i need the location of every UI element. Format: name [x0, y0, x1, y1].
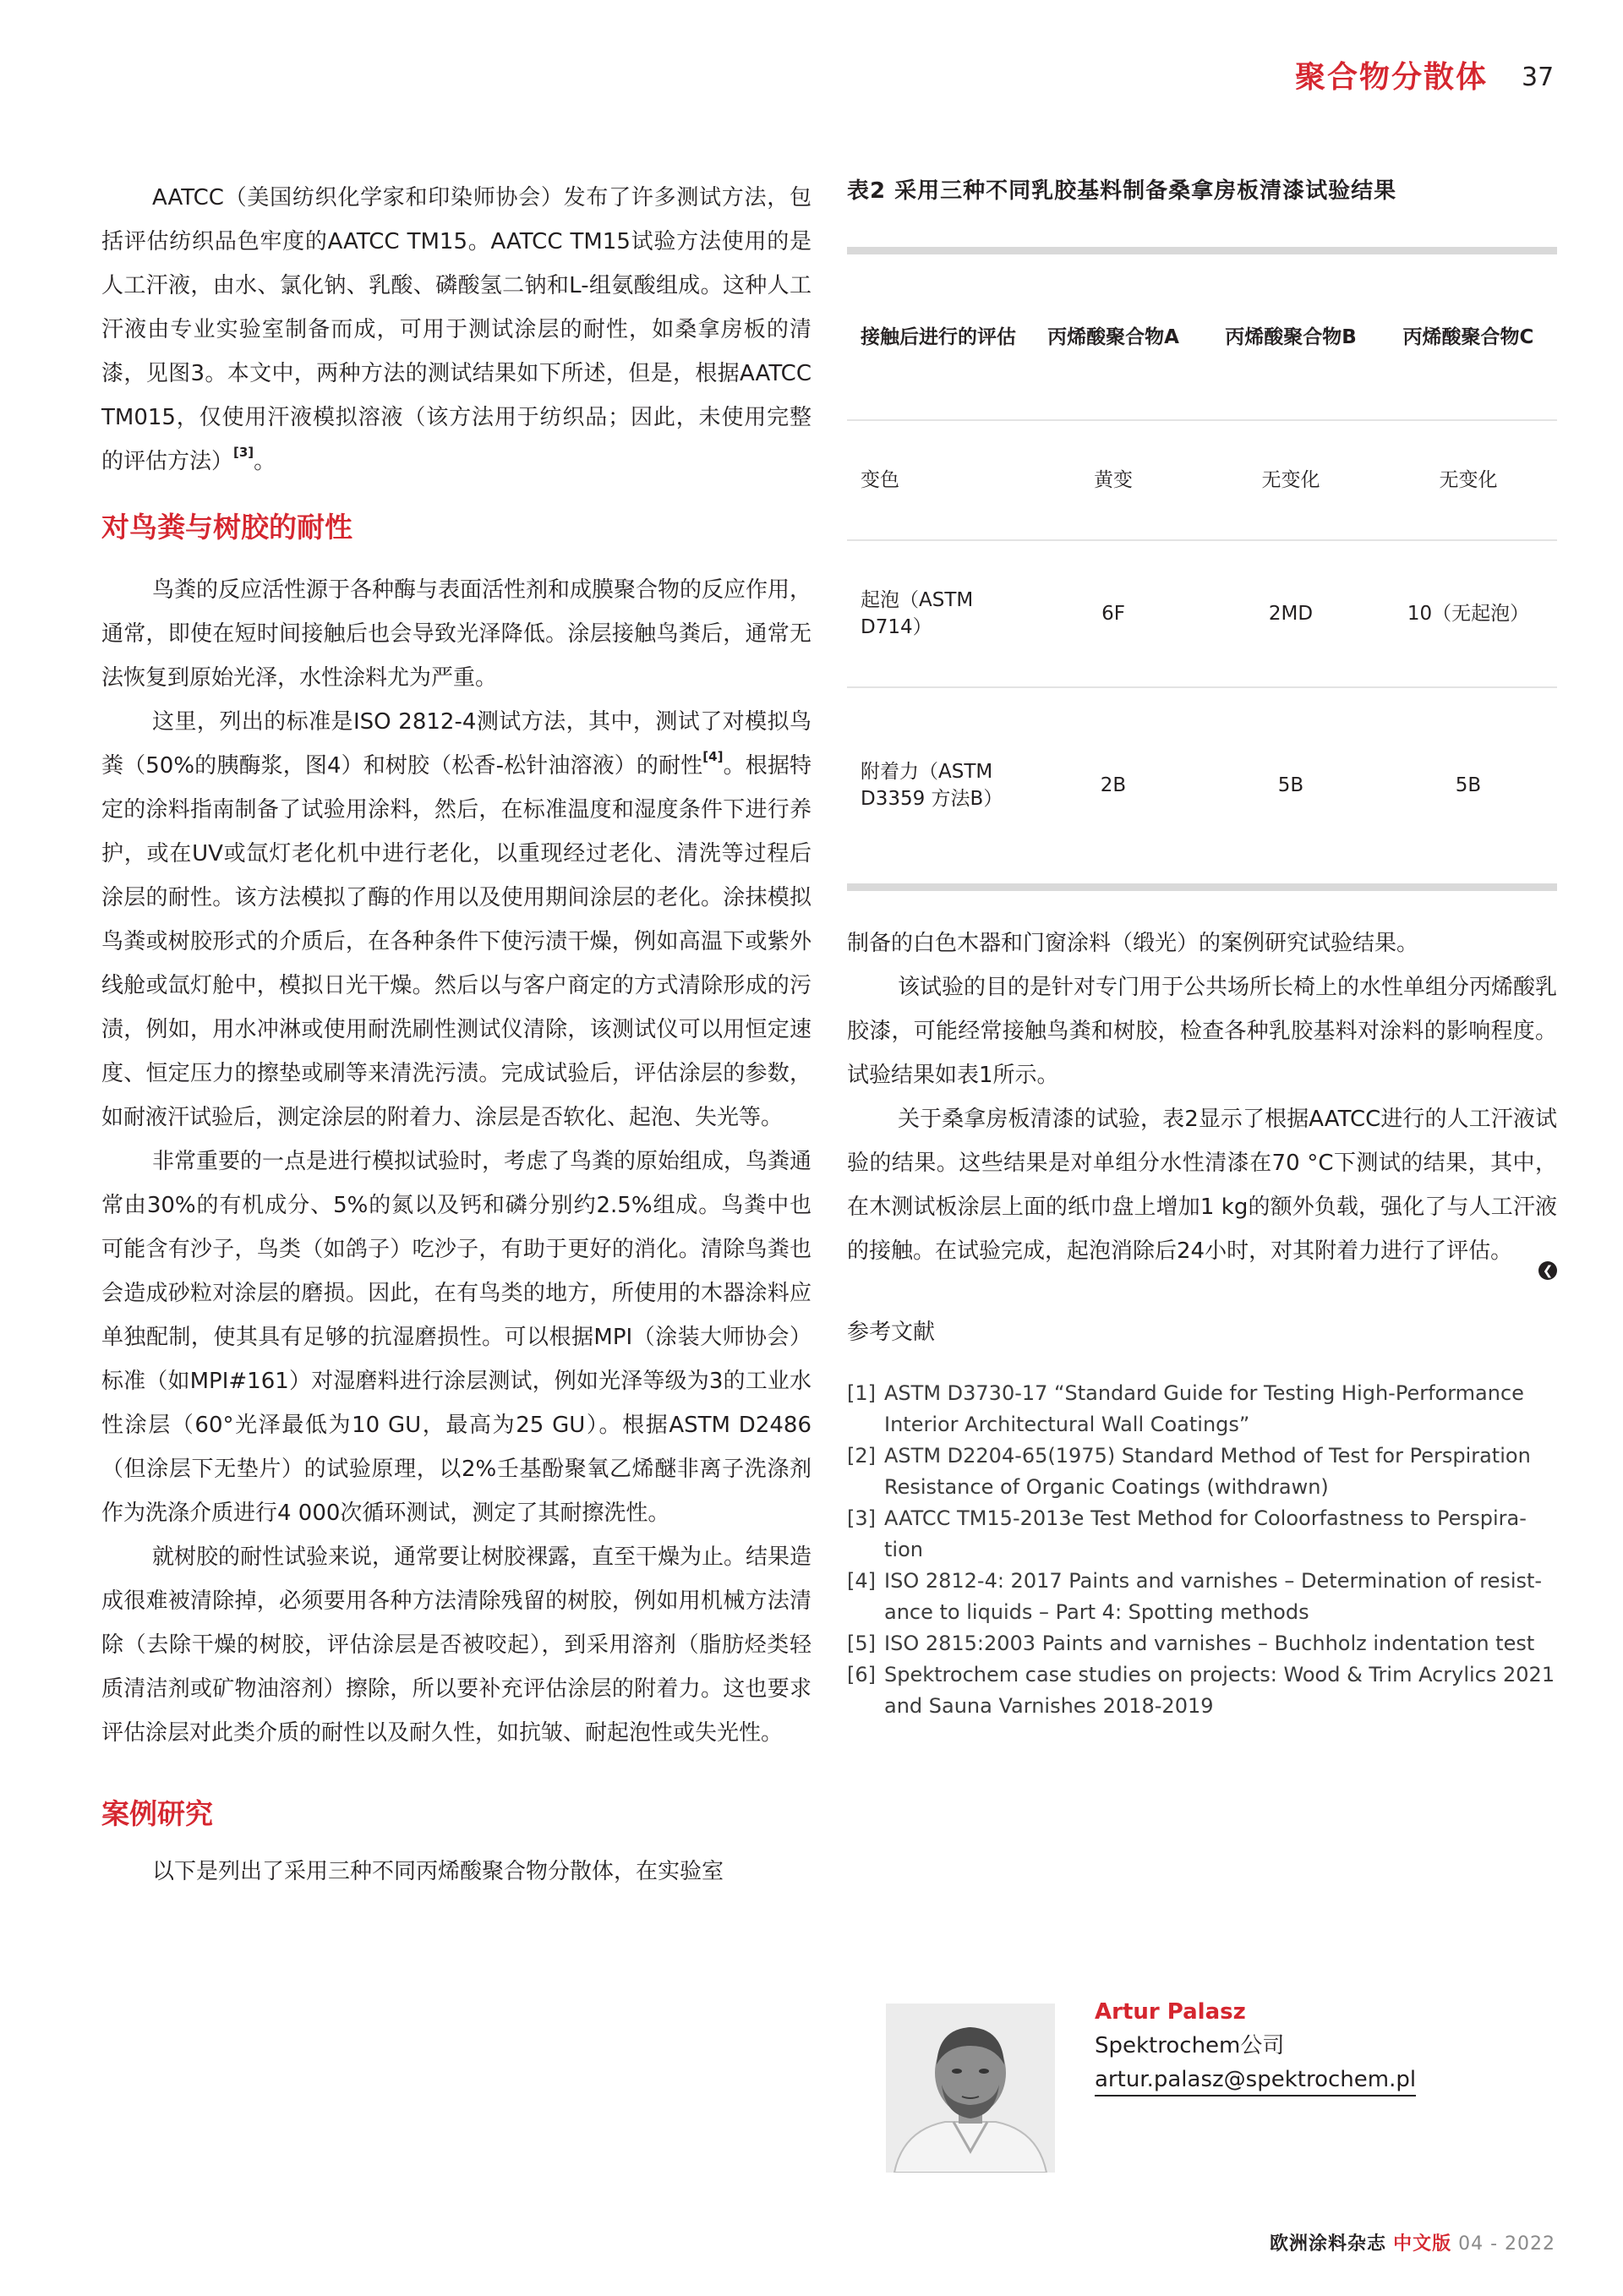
- paragraph-case-study: 以下是列出了采用三种不同丙烯酸聚合物分散体，在实验室: [152, 1859, 724, 1884]
- paragraph-bird-droppings: 鸟粪的反应活性源于各种酶与表面活性剂和成膜聚合物的反应作用，通常，即使在短时间接触后也会导致光泽降低。涂层接触鸟粪后，通常无法恢复到原始光泽，水性涂料尤为严重。: [101, 577, 812, 691]
- reference-item: [1] ASTM D3730-17 “Standard Guide for Testing High-Performance Interior Architectural Wall Coatings”: [847, 1380, 1524, 1436]
- author-portrait-icon: [886, 2004, 1055, 2173]
- table-cell: 6F: [1101, 603, 1125, 625]
- chevron-circle-icon: ❮: [1538, 1261, 1557, 1280]
- issue-label: 04 - 2022: [1458, 2233, 1555, 2255]
- author-name: Artur Palasz: [1095, 1999, 1246, 2025]
- paragraph-composition: 非常重要的一点是进行模拟试验时，考虑了鸟粪的原始组成，鸟粪通常由30%的有机成分、5%的氮以及钙和磷分别约2.5%组成。鸟粪中也可能含有沙子，鸟类（如鸽子）吃沙子，有助于更好的消化。清除鸟粪也会造成砂粒对涂层的磨损。因此，在有鸟类的地方，所使用的木器涂料应单独配制，使其具有足够的抗湿磨损性。可以根据MPI（涂装大师协会）标准（如MPI#161）对湿磨料进行涂层测试，例如光泽等级为3的工业水性涂层（60°光泽最低为10 GU，最高为25 GU）。根据ASTM D2486（但涂层下无垫片）的试验原理，以2%壬基酚聚氧乙烯醚非离子洗涤剂作为洗涤介质进行4 000次循环测试，测定了其耐擦洗性。: [101, 1149, 812, 1526]
- reference-item: [2] ASTM D2204-65(1975) Standard Method of Test for Perspiration Resistance of Organic Coatings (withdrawn): [847, 1443, 1531, 1499]
- table-header-cell: 丙烯酸聚合物A: [1047, 325, 1179, 348]
- table-cell: 无变化: [1261, 469, 1320, 491]
- table-cell: 无变化: [1439, 469, 1498, 491]
- table-title: 表2 采用三种不同乳胶基料制备桑拿房板清漆试验结果: [847, 178, 1397, 204]
- table-top-rule: [847, 247, 1557, 254]
- results-table: [847, 254, 1557, 891]
- table-header-row: [847, 254, 1557, 420]
- table-cell: 附着力（ASTM D3359 方法B）: [861, 761, 1003, 811]
- paragraph-case-results: 制备的白色木器和门窗涂料（缎光）的案例研究试验结果。: [847, 930, 1419, 956]
- table-row: [847, 687, 1557, 887]
- author-company: Spektrochem公司: [1095, 2033, 1285, 2058]
- references-heading: 参考文献: [847, 1319, 936, 1345]
- edition-label: 中文版: [1393, 2233, 1452, 2255]
- author-photo: [886, 2004, 1055, 2173]
- references-list: [847, 1378, 1557, 1722]
- paragraph-iso-2812: 这里，列出的标准是ISO 2812-4测试方法，其中，测试了对模拟鸟粪（50%的胰酶浆，图4）和树胶（松香-松针油溶液）的耐性[4]。根据特定的涂料指南制备了试验用涂料，然后，在标准温度和湿度条件下进行养护，或在UV或氙灯老化机中进行老化，以重现经过老化、清洗等过程后涂层的耐性。该方法模拟了酶的作用以及使用期间涂层的老化。涂抹模拟鸟粪或树胶形式的介质后，在各种条件下使污渍干燥，例如高温下或紫外线舱或氙灯舱中，模拟日光干燥。然后以与客户商定的方式清除形成的污渍，例如，用水冲淋或使用耐洗刷性测试仪清除，该测试仪可以用恒定速度、恒定压力的擦垫或刷等来清洗污渍。完成试验后，评估涂层的参数，如耐液汗试验后，测定涂层的附着力、涂层是否软化、起泡、失光等。: [101, 709, 812, 1130]
- left-column: [101, 176, 812, 1894]
- table-cell: 5B: [1277, 774, 1304, 797]
- reference-item: [6] Spektrochem case studies on projects: Wood & Trim Acrylics 2021 and Sauna Varnishes 2018-2019: [847, 1662, 1555, 1718]
- magazine-name: 欧洲涂料杂志: [1270, 2233, 1387, 2255]
- table-cell: 黄变: [1094, 469, 1133, 491]
- paragraph-sauna-test: 关于桑拿房板清漆的试验，表2显示了根据AATCC进行的人工汗液试验的结果。这些结果是对单组分水性清漆在70 °C下测试的结果，其中，在木测试板涂层上面的纸巾盘上增加1 kg的额外负载，强化了与人工汗液的接触。在试验完成，起泡消除后24小时，对其附着力进行了评估。: [847, 1106, 1557, 1264]
- section-title: 聚合物分散体: [1294, 60, 1488, 95]
- table-row: [847, 420, 1557, 540]
- table-header-cell: 丙烯酸聚合物C: [1402, 325, 1534, 348]
- right-column: [847, 176, 1557, 1722]
- page-footer: [1270, 2232, 1555, 2257]
- table-cell: 2MD: [1268, 603, 1314, 625]
- table-cell: 2B: [1100, 774, 1127, 797]
- citation-3: [3]: [233, 445, 254, 460]
- table-cell: 变色: [861, 469, 899, 491]
- page-number: 37: [1522, 63, 1555, 92]
- paragraph-test-purpose: 该试验的目的是针对专门用于公共场所长椅上的水性单组分丙烯酸乳胶漆，可能经常接触鸟粪和树胶，检查各种乳胶基料对涂料的影响程度。试验结果如表1所示。: [847, 974, 1558, 1088]
- author-email-link[interactable]: artur.palasz@spektrochem.pl: [1095, 2064, 1416, 2096]
- table-header-cell: 丙烯酸聚合物B: [1225, 325, 1357, 348]
- paragraph-resin: 就树胶的耐性试验来说，通常要让树胶裸露，直至干燥为止。结果造成很难被清除掉，必须要用各种方法清除残留的树胶，例如用机械方法清除（去除干燥的树胶，评估涂层是否被咬起），到采用溶剂（脂肪烃类轻质清洁剂或矿物油溶剂）擦除，所以要补充评估涂层的附着力。这也要求评估涂层对此类介质的耐性以及耐久性，如抗皱、耐起泡性或失光性。: [101, 1544, 812, 1746]
- table-header-cell: 接触后进行的评估: [861, 325, 1016, 348]
- reference-item: [3] AATCC TM15-2013e Test Method for Coloorfastness to Perspira-tion: [847, 1506, 1527, 1561]
- table-cell: 5B: [1455, 774, 1482, 797]
- citation-4: [4]: [702, 749, 724, 764]
- intro-paragraph: AATCC（美国纺织化学家和印染师协会）发布了许多测试方法，包括评估纺织品色牢度的AATCC TM15。AATCC TM15试验方法使用的是人工汗液，由水、氯化钠、乳酸、磷酸氢二钠和L-组氨酸组成。这种人工汗液由专业实验室制备而成，可用于测试涂层的耐性，如桑拿房板的清漆，见图3。本文中，两种方法的测试结果如下所述，但是，根据AATCC TM015，仅使用汗液模拟溶液（该方法用于纺织品；因此，未使用完整的评估方法）[3]。: [101, 185, 812, 474]
- table-row: [847, 540, 1557, 687]
- section-heading-case-study: 案例研究: [101, 1797, 213, 1830]
- reference-item: [5] ISO 2815:2003 Paints and varnishes – Buchholz indentation test: [847, 1631, 1535, 1655]
- table-cell: 10（无起泡）: [1407, 603, 1530, 625]
- reference-item: [4] ISO 2812-4: 2017 Paints and varnishes – Determination of resist-ance to liquids – Part 4: Spotting methods: [847, 1568, 1543, 1624]
- table-cell: 起泡（ASTM D714）: [861, 589, 974, 638]
- section-heading-bird-droppings: 对鸟粪与树胶的耐性: [101, 511, 352, 544]
